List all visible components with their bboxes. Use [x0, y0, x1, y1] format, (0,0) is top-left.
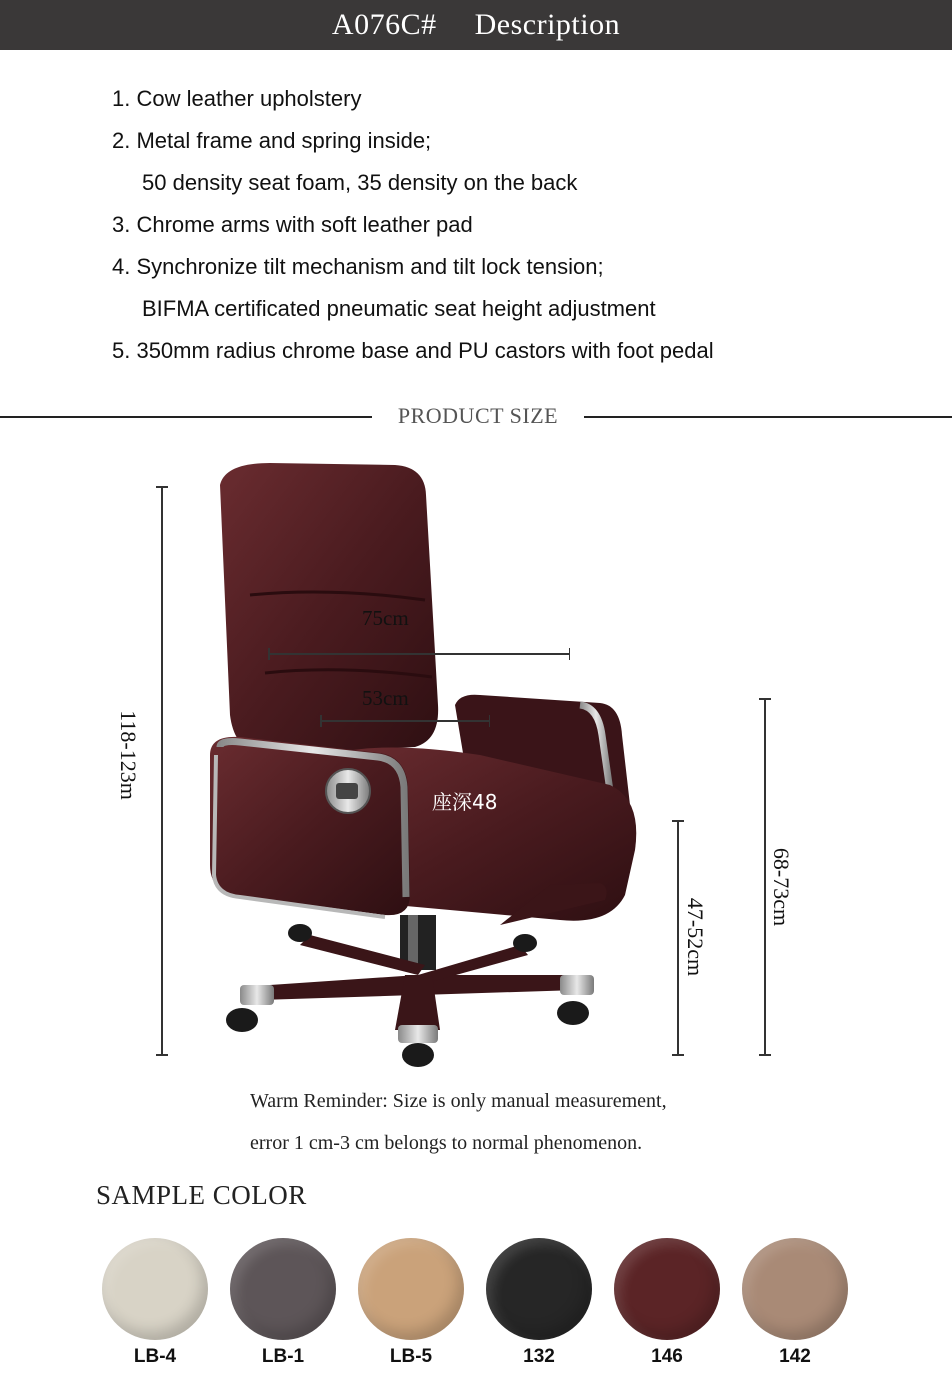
color-swatch	[102, 1238, 208, 1340]
reminder-line: error 1 cm-3 cm belongs to normal phenomenon.	[250, 1132, 643, 1154]
chair-image	[180, 455, 660, 1075]
total-height-label: 118-123m	[116, 710, 141, 800]
description-item: 3. Chrome arms with soft leather pad	[112, 212, 473, 237]
color-swatch	[614, 1238, 720, 1340]
reminder-line: Warm Reminder: Size is only manual measurement,	[250, 1090, 667, 1112]
arm-height-label: 68-73cm	[769, 847, 794, 927]
description-item: 1. Cow leather upholstery	[112, 86, 362, 111]
model-number: A076C#	[331, 8, 437, 41]
swatch-label: LB-5	[389, 1346, 433, 1367]
sample-color-title: SAMPLE COLOR	[96, 1180, 307, 1210]
seat-depth-label: 座深48	[432, 790, 498, 814]
header-bar	[0, 0, 952, 50]
description-item-continued: BIFMA certificated pneumatic seat height adjustment	[142, 296, 656, 321]
swatch-label: 146	[651, 1346, 683, 1367]
arm-height-line	[764, 698, 766, 1056]
color-swatch	[742, 1238, 848, 1340]
color-swatch	[486, 1238, 592, 1340]
reminder-text	[250, 1080, 850, 1164]
inner-width-line	[320, 720, 490, 722]
color-swatch	[230, 1238, 336, 1340]
width-label: 75cm	[362, 606, 409, 630]
color-swatch	[358, 1238, 464, 1340]
total-height-line	[161, 486, 163, 1056]
inner-width-label: 53cm	[362, 686, 409, 710]
header-title: Description	[474, 8, 621, 41]
description-item: 2. Metal frame and spring inside;	[112, 128, 432, 153]
description-item: 4. Synchronize tilt mechanism and tilt lock tension;	[112, 254, 604, 279]
seat-height-label: 47-52cm	[683, 897, 708, 977]
seat-height-line	[677, 820, 679, 1056]
description-item: 5. 350mm radius chrome base and PU castors with foot pedal	[112, 338, 714, 363]
width-line	[268, 653, 570, 655]
swatch-label: 142	[779, 1346, 811, 1367]
description-list	[112, 78, 872, 372]
swatch-label: LB-4	[133, 1346, 177, 1367]
swatch-label: LB-1	[261, 1346, 305, 1367]
description-item-continued: 50 density seat foam, 35 density on the back	[142, 170, 578, 195]
swatch-label: 132	[523, 1346, 555, 1367]
product-size-label: PRODUCT SIZE	[372, 402, 584, 430]
